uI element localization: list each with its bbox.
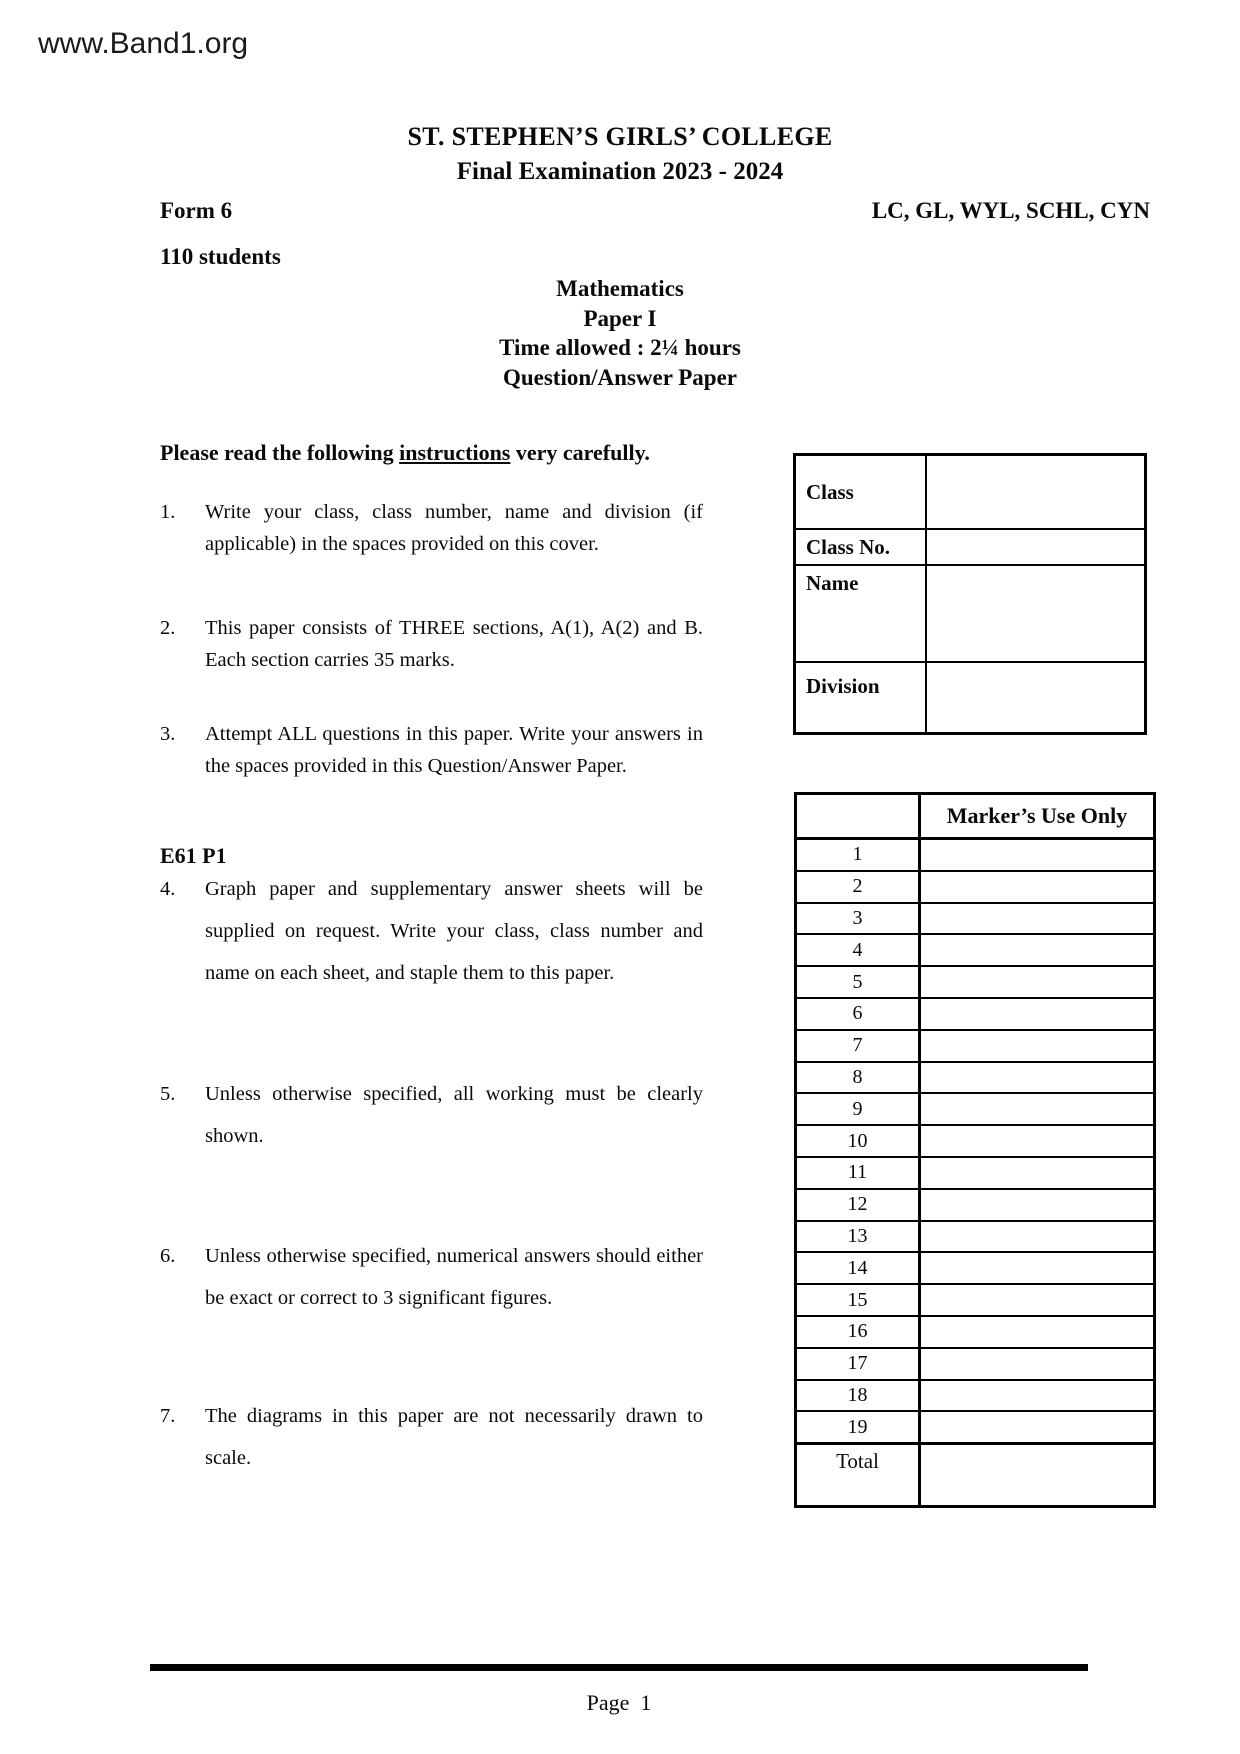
paper-number: Paper I: [583, 305, 657, 331]
marker-row: [797, 933, 1153, 965]
question-number-cell: 18: [797, 1381, 921, 1411]
marker-row: [797, 870, 1153, 902]
marker-row: [797, 1410, 1153, 1442]
mark-fill-in-cell: [921, 1158, 1153, 1188]
mark-fill-in-cell: [921, 1412, 1153, 1442]
question-number-cell: 3: [797, 904, 921, 934]
item-number: 6.: [160, 1245, 176, 1267]
heading-underlined: instructions: [399, 440, 511, 465]
marker-row: [797, 1315, 1153, 1347]
question-number-cell: 16: [797, 1317, 921, 1347]
mark-fill-in-cell: [921, 1063, 1153, 1093]
marker-table: [794, 792, 1156, 1508]
table-row: [796, 528, 1144, 564]
table-row: [796, 564, 1144, 661]
marker-row: [797, 1251, 1153, 1283]
mark-fill-in-cell: [921, 1381, 1153, 1411]
item-text: Graph paper and supplementary answer sheets will be supplied on request. Write your class, class number and name on each sheet, and staple them to this paper.: [205, 878, 703, 984]
instruction-item-7: [160, 1395, 703, 1479]
time-allowed: Time allowed : 2¼ hours: [499, 335, 741, 360]
mark-fill-in-cell: [921, 1253, 1153, 1283]
mark-fill-in-cell: [921, 1349, 1153, 1379]
marker-row: [797, 997, 1153, 1029]
item-number: 5.: [160, 1083, 176, 1105]
mark-fill-in-cell: [921, 967, 1153, 997]
name-fill-in-cell: [927, 566, 1144, 661]
subject-block: [0, 274, 1240, 392]
mark-fill-in-cell: [921, 1190, 1153, 1220]
marker-row: [797, 1061, 1153, 1093]
mark-fill-in-cell: [921, 999, 1153, 1029]
exam-title: Final Examination 2023 - 2024: [456, 158, 784, 185]
marker-row: [797, 1156, 1153, 1188]
table-row: [796, 661, 1144, 732]
heading-post: very carefully.: [510, 440, 650, 465]
division-fill-in-cell: [927, 663, 1144, 732]
school-name: ST. STEPHEN’S GIRLS’ COLLEGE: [407, 122, 833, 151]
marker-total-row: [797, 1442, 1153, 1505]
mark-fill-in-cell: [921, 1222, 1153, 1252]
marker-row: [797, 1188, 1153, 1220]
footer-rule: [150, 1664, 1088, 1671]
question-number-cell: 13: [797, 1222, 921, 1252]
total-fill-in-cell: [921, 1445, 1153, 1505]
class-no-fill-in-cell: [927, 530, 1144, 564]
marker-question-rows: [797, 840, 1153, 1442]
mark-fill-in-cell: [921, 872, 1153, 902]
total-label: Total: [797, 1445, 921, 1505]
question-number-cell: 5: [797, 967, 921, 997]
question-number-cell: 8: [797, 1063, 921, 1093]
marker-row: [797, 1092, 1153, 1124]
division-label: Division: [796, 663, 927, 732]
class-label: Class: [796, 456, 927, 528]
mark-fill-in-cell: [921, 904, 1153, 934]
question-number-cell: 1: [797, 840, 921, 870]
question-number-cell: 17: [797, 1349, 921, 1379]
item-text: The diagrams in this paper are not necessarily drawn to scale.: [205, 1405, 703, 1469]
marker-row: [797, 1283, 1153, 1315]
instruction-item-4: [160, 868, 703, 994]
heading-pre: Please read the following: [160, 440, 400, 465]
item-text: Unless otherwise specified, all working must be clearly shown.: [205, 1083, 703, 1147]
marker-table-header-row: [797, 795, 1153, 840]
mark-fill-in-cell: [921, 935, 1153, 965]
instructions-heading: [160, 439, 650, 467]
exam-code-label: E61 P1: [160, 843, 227, 868]
item-number: 4.: [160, 878, 176, 900]
class-no-label: Class No.: [796, 530, 927, 564]
marker-row: [797, 1347, 1153, 1379]
item-text: Attempt ALL questions in this paper. Write your answers in the spaces provided in this Question/Answer Paper.: [205, 723, 703, 777]
marker-row: [797, 1379, 1153, 1411]
form-label: Form 6: [160, 198, 233, 223]
question-number-cell: 2: [797, 872, 921, 902]
item-text: Unless otherwise specified, numerical answers should either be exact or correct to 3 significant figures.: [205, 1245, 703, 1309]
class-groups: LC, GL, WYL, SCHL, CYN: [871, 198, 1150, 223]
marker-row: [797, 902, 1153, 934]
mark-fill-in-cell: [921, 840, 1153, 870]
marker-header-empty-cell: [797, 795, 921, 837]
name-label: Name: [796, 566, 927, 661]
question-number-cell: 19: [797, 1412, 921, 1442]
mark-fill-in-cell: [921, 1285, 1153, 1315]
question-number-cell: 11: [797, 1158, 921, 1188]
item-text: This paper consists of THREE sections, A(1), A(2) and B. Each section carries 35 marks.: [205, 617, 703, 671]
question-number-cell: 14: [797, 1253, 921, 1283]
item-number: 2.: [160, 617, 176, 639]
item-text: Write your class, class number, name and division (if applicable) in the spaces provided on this cover.: [205, 501, 703, 555]
watermark: www.Band1.org: [38, 27, 249, 60]
question-number-cell: 7: [797, 1031, 921, 1061]
subject-title: Mathematics: [556, 276, 684, 301]
paper-type: Question/Answer Paper: [502, 364, 738, 390]
question-number-cell: 12: [797, 1190, 921, 1220]
student-count: 110 students: [160, 244, 281, 269]
mark-fill-in-cell: [921, 1317, 1153, 1347]
instruction-item-5: [160, 1073, 703, 1157]
item-number: 1.: [160, 501, 176, 523]
instruction-item-3: [160, 718, 703, 782]
student-info-table: [793, 453, 1147, 735]
marker-row: [797, 1029, 1153, 1061]
marker-header-label: Marker’s Use Only: [946, 803, 1128, 828]
question-number-cell: 4: [797, 935, 921, 965]
mark-fill-in-cell: [921, 1031, 1153, 1061]
question-number-cell: 15: [797, 1285, 921, 1315]
question-number-cell: 6: [797, 999, 921, 1029]
marker-row: [797, 1124, 1153, 1156]
mark-fill-in-cell: [921, 1094, 1153, 1124]
instruction-item-1: [160, 496, 703, 560]
table-row: [796, 456, 1144, 528]
class-fill-in-cell: [927, 456, 1144, 528]
item-number: 3.: [160, 723, 176, 745]
instruction-item-2: [160, 612, 703, 676]
question-number-cell: 10: [797, 1126, 921, 1156]
instruction-item-6: [160, 1235, 703, 1319]
marker-row: [797, 1220, 1153, 1252]
page-number: Page 1: [586, 1690, 652, 1715]
marker-row: [797, 840, 1153, 870]
item-number: 7.: [160, 1405, 176, 1427]
mark-fill-in-cell: [921, 1126, 1153, 1156]
question-number-cell: 9: [797, 1094, 921, 1124]
marker-row: [797, 965, 1153, 997]
